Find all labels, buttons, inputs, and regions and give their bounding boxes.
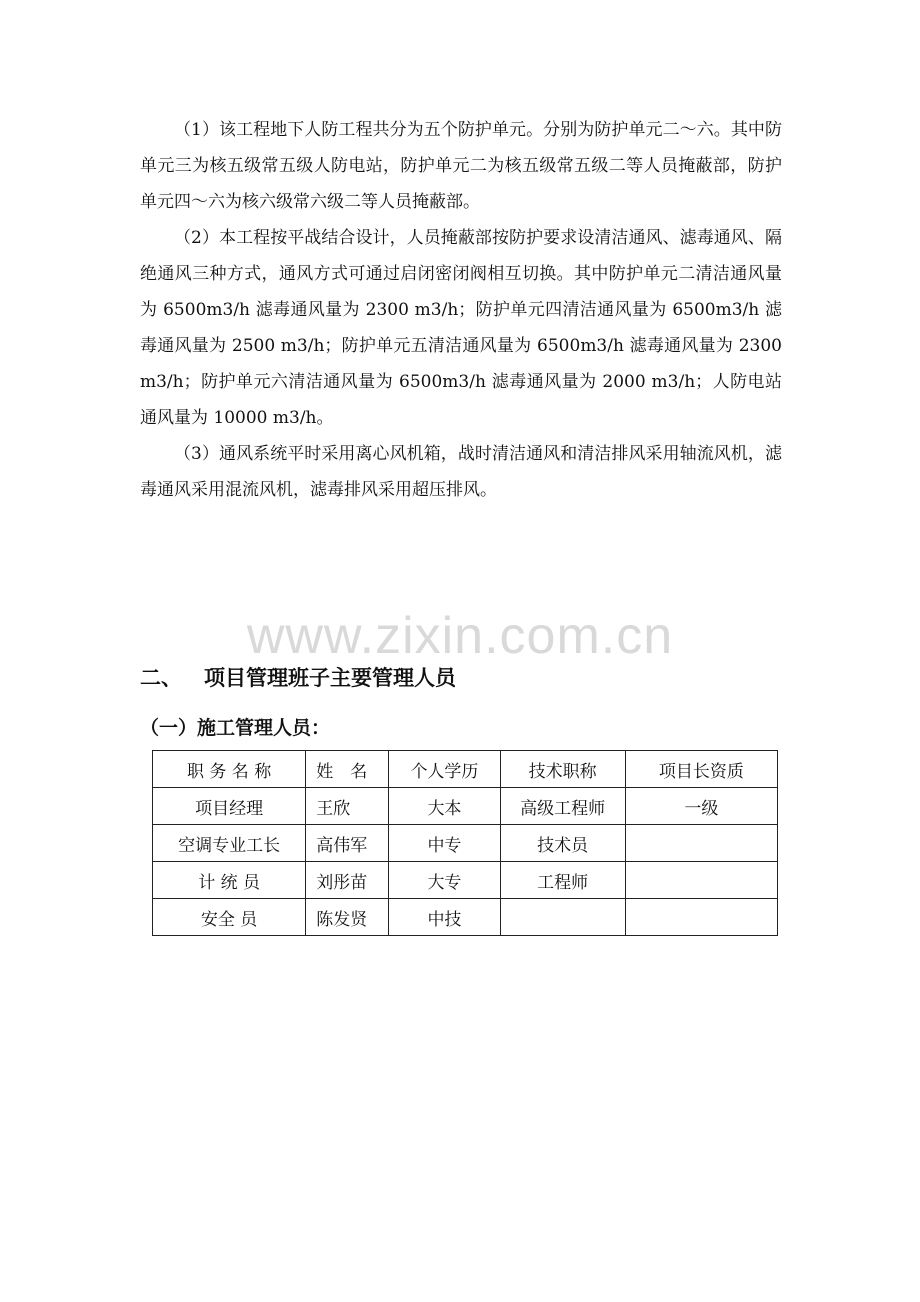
table-row (153, 825, 778, 862)
cell-qualification (625, 862, 777, 899)
cell-education: 中专 (389, 825, 500, 862)
cell-education: 中技 (389, 899, 500, 936)
paragraph-3: （3）通风系统平时采用离心风机箱，战时清洁通风和清洁排风采用轴流风机，滤毒通风采用混流风机，滤毒排风采用超压排风。 (140, 444, 782, 500)
cell-name: 刘彤苗 (306, 862, 389, 899)
header-qualification: 项目长资质 (625, 751, 777, 788)
header-education: 个人学历 (389, 751, 500, 788)
cell-education: 大本 (389, 788, 500, 825)
header-title: 技术职称 (500, 751, 625, 788)
watermark: www.zixin.com.cn (246, 607, 674, 665)
table-row (153, 862, 778, 899)
staff-table (152, 750, 778, 936)
cell-title: 高级工程师 (500, 788, 625, 825)
cell-name: 陈发贤 (306, 899, 389, 936)
header-position: 职 务 名 称 (153, 751, 306, 788)
cell-title: 技术员 (500, 825, 625, 862)
cell-education: 大专 (389, 862, 500, 899)
cell-position: 安全 员 (153, 899, 306, 936)
cell-qualification: 一级 (625, 788, 777, 825)
cell-name: 王欣 (306, 788, 389, 825)
header-name: 姓 名 (306, 751, 389, 788)
cell-qualification (625, 899, 777, 936)
table-row (153, 788, 778, 825)
cell-qualification (625, 825, 777, 862)
section-heading (140, 662, 456, 694)
cell-name: 高伟军 (306, 825, 389, 862)
cell-position: 计 统 员 (153, 862, 306, 899)
subsection-heading: （一）施工管理人员： (140, 717, 331, 739)
section-title: 项目管理班子主要管理人员 (204, 666, 456, 690)
cell-position: 项目经理 (153, 788, 306, 825)
cell-title (500, 899, 625, 936)
table-row (153, 899, 778, 936)
cell-title: 工程师 (500, 862, 625, 899)
paragraph-1: （1）该工程地下人防工程共分为五个防护单元。分别为防护单元二～六。其中防单元三为核五级常五级人防电站，防护单元二为核五级常五级二等人员掩蔽部，防护单元四～六为核六级常六级二等人员掩蔽部。 (140, 120, 782, 212)
paragraph-2: （2）本工程按平战结合设计，人员掩蔽部按防护要求设清洁通风、滤毒通风、隔绝通风三种方式，通风方式可通过启闭密闭阀相互切换。其中防护单元二清洁通风量为 6500m3/h 滤毒通风量为 2300 m3/h；防护单元四清洁通风量为 6500m3/h 滤毒通风量为 2500 m3/h；防护单元五清洁通风量为 6500m3/h 滤毒通风量为 2300 m3/h；防护单元六清洁通风量为 6500m3/h 滤毒通风量为 2000 m3/h；人防电站通风量为 10000 m3/h。 (140, 228, 782, 428)
cell-position: 空调专业工长 (153, 825, 306, 862)
table-header-row (153, 751, 778, 788)
section-number: 二、 (140, 666, 182, 690)
